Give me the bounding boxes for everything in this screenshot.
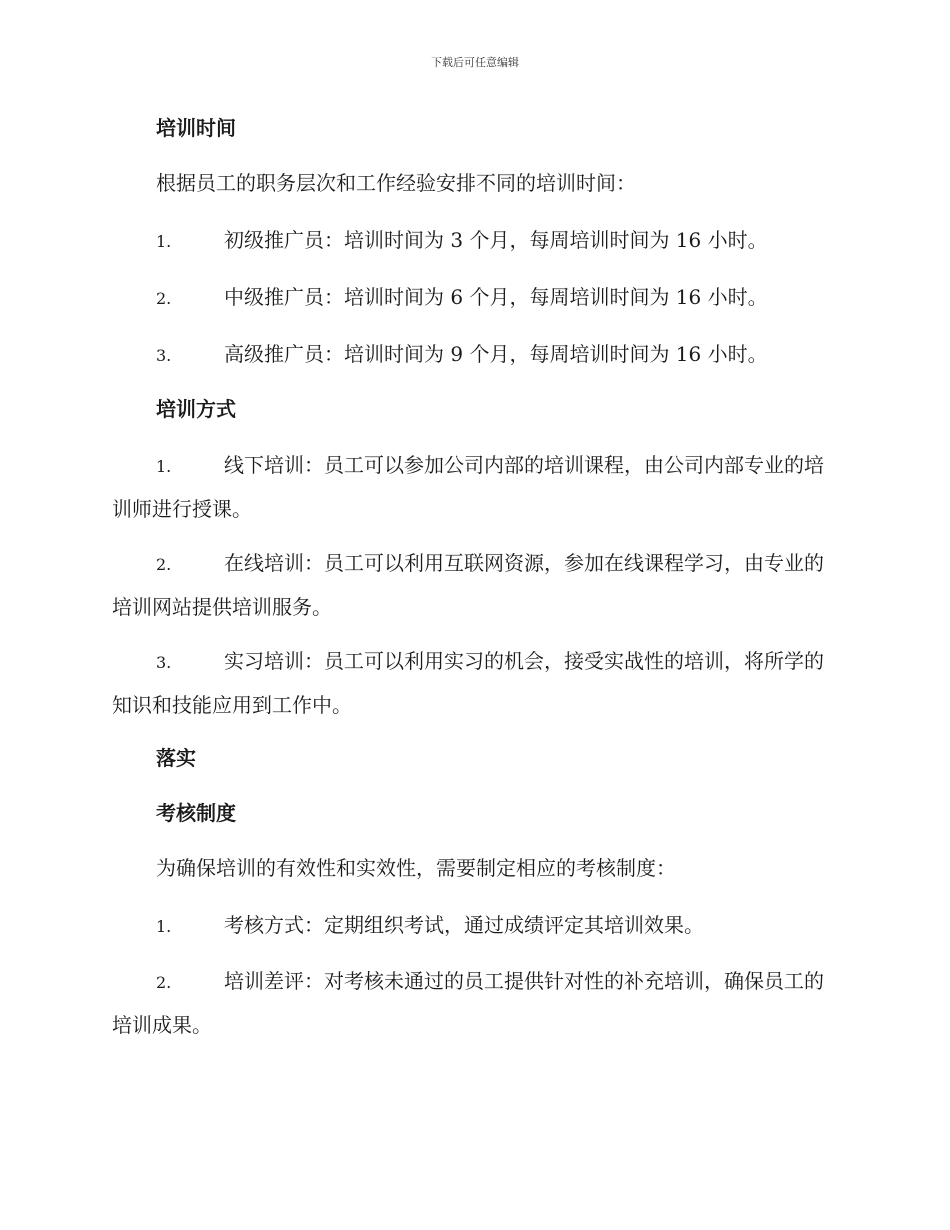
document-body	[112, 108, 836, 1058]
list-item	[112, 640, 836, 727]
list-item	[112, 275, 836, 321]
section-heading-training-method: 培训方式	[156, 397, 236, 421]
section-heading-assessment: 考核制度	[156, 801, 236, 825]
list-number: 2.	[156, 973, 172, 992]
list-text: 中级推广员：培训时间为 6 个月，每周培训时间为 16 小时。	[224, 285, 768, 309]
header-note: 下载后可任意编辑	[431, 56, 519, 69]
list-item	[112, 542, 836, 629]
list-number: 2.	[156, 555, 172, 574]
section-heading-implementation: 落实	[156, 746, 196, 770]
list-number: 3.	[156, 346, 172, 365]
list-number: 1.	[156, 917, 172, 936]
list-item	[112, 218, 836, 264]
list-text: 在线培训：员工可以利用互联网资源，参加在线课程学习，由专业的培训网站提供培训服务。	[112, 551, 824, 619]
list-item	[112, 444, 836, 531]
list-text: 考核方式：定期组织考试，通过成绩评定其培训效果。	[224, 913, 704, 937]
list-item	[112, 332, 836, 378]
list-text: 实习培训：员工可以利用实习的机会，接受实战性的培训，将所学的知识和技能应用到工作中。	[112, 649, 824, 717]
list-number: 1.	[156, 457, 172, 476]
list-item	[112, 960, 836, 1047]
list-item	[112, 903, 836, 949]
list-text: 高级推广员：培训时间为 9 个月，每周培训时间为 16 小时。	[224, 342, 768, 366]
section-heading-training-time: 培训时间	[156, 116, 236, 140]
list-number: 3.	[156, 653, 172, 672]
list-text: 初级推广员：培训时间为 3 个月，每周培训时间为 16 小时。	[224, 228, 768, 252]
list-text: 培训差评：对考核未通过的员工提供针对性的补充培训，确保员工的培训成果。	[112, 969, 824, 1037]
training-time-intro: 根据员工的职务层次和工作经验安排不同的培训时间：	[156, 171, 636, 195]
list-number: 2.	[156, 289, 172, 308]
list-number: 1.	[156, 232, 172, 251]
list-text: 线下培训：员工可以参加公司内部的培训课程，由公司内部专业的培训师进行授课。	[112, 453, 824, 521]
assessment-intro: 为确保培训的有效性和实效性，需要制定相应的考核制度：	[156, 856, 676, 880]
